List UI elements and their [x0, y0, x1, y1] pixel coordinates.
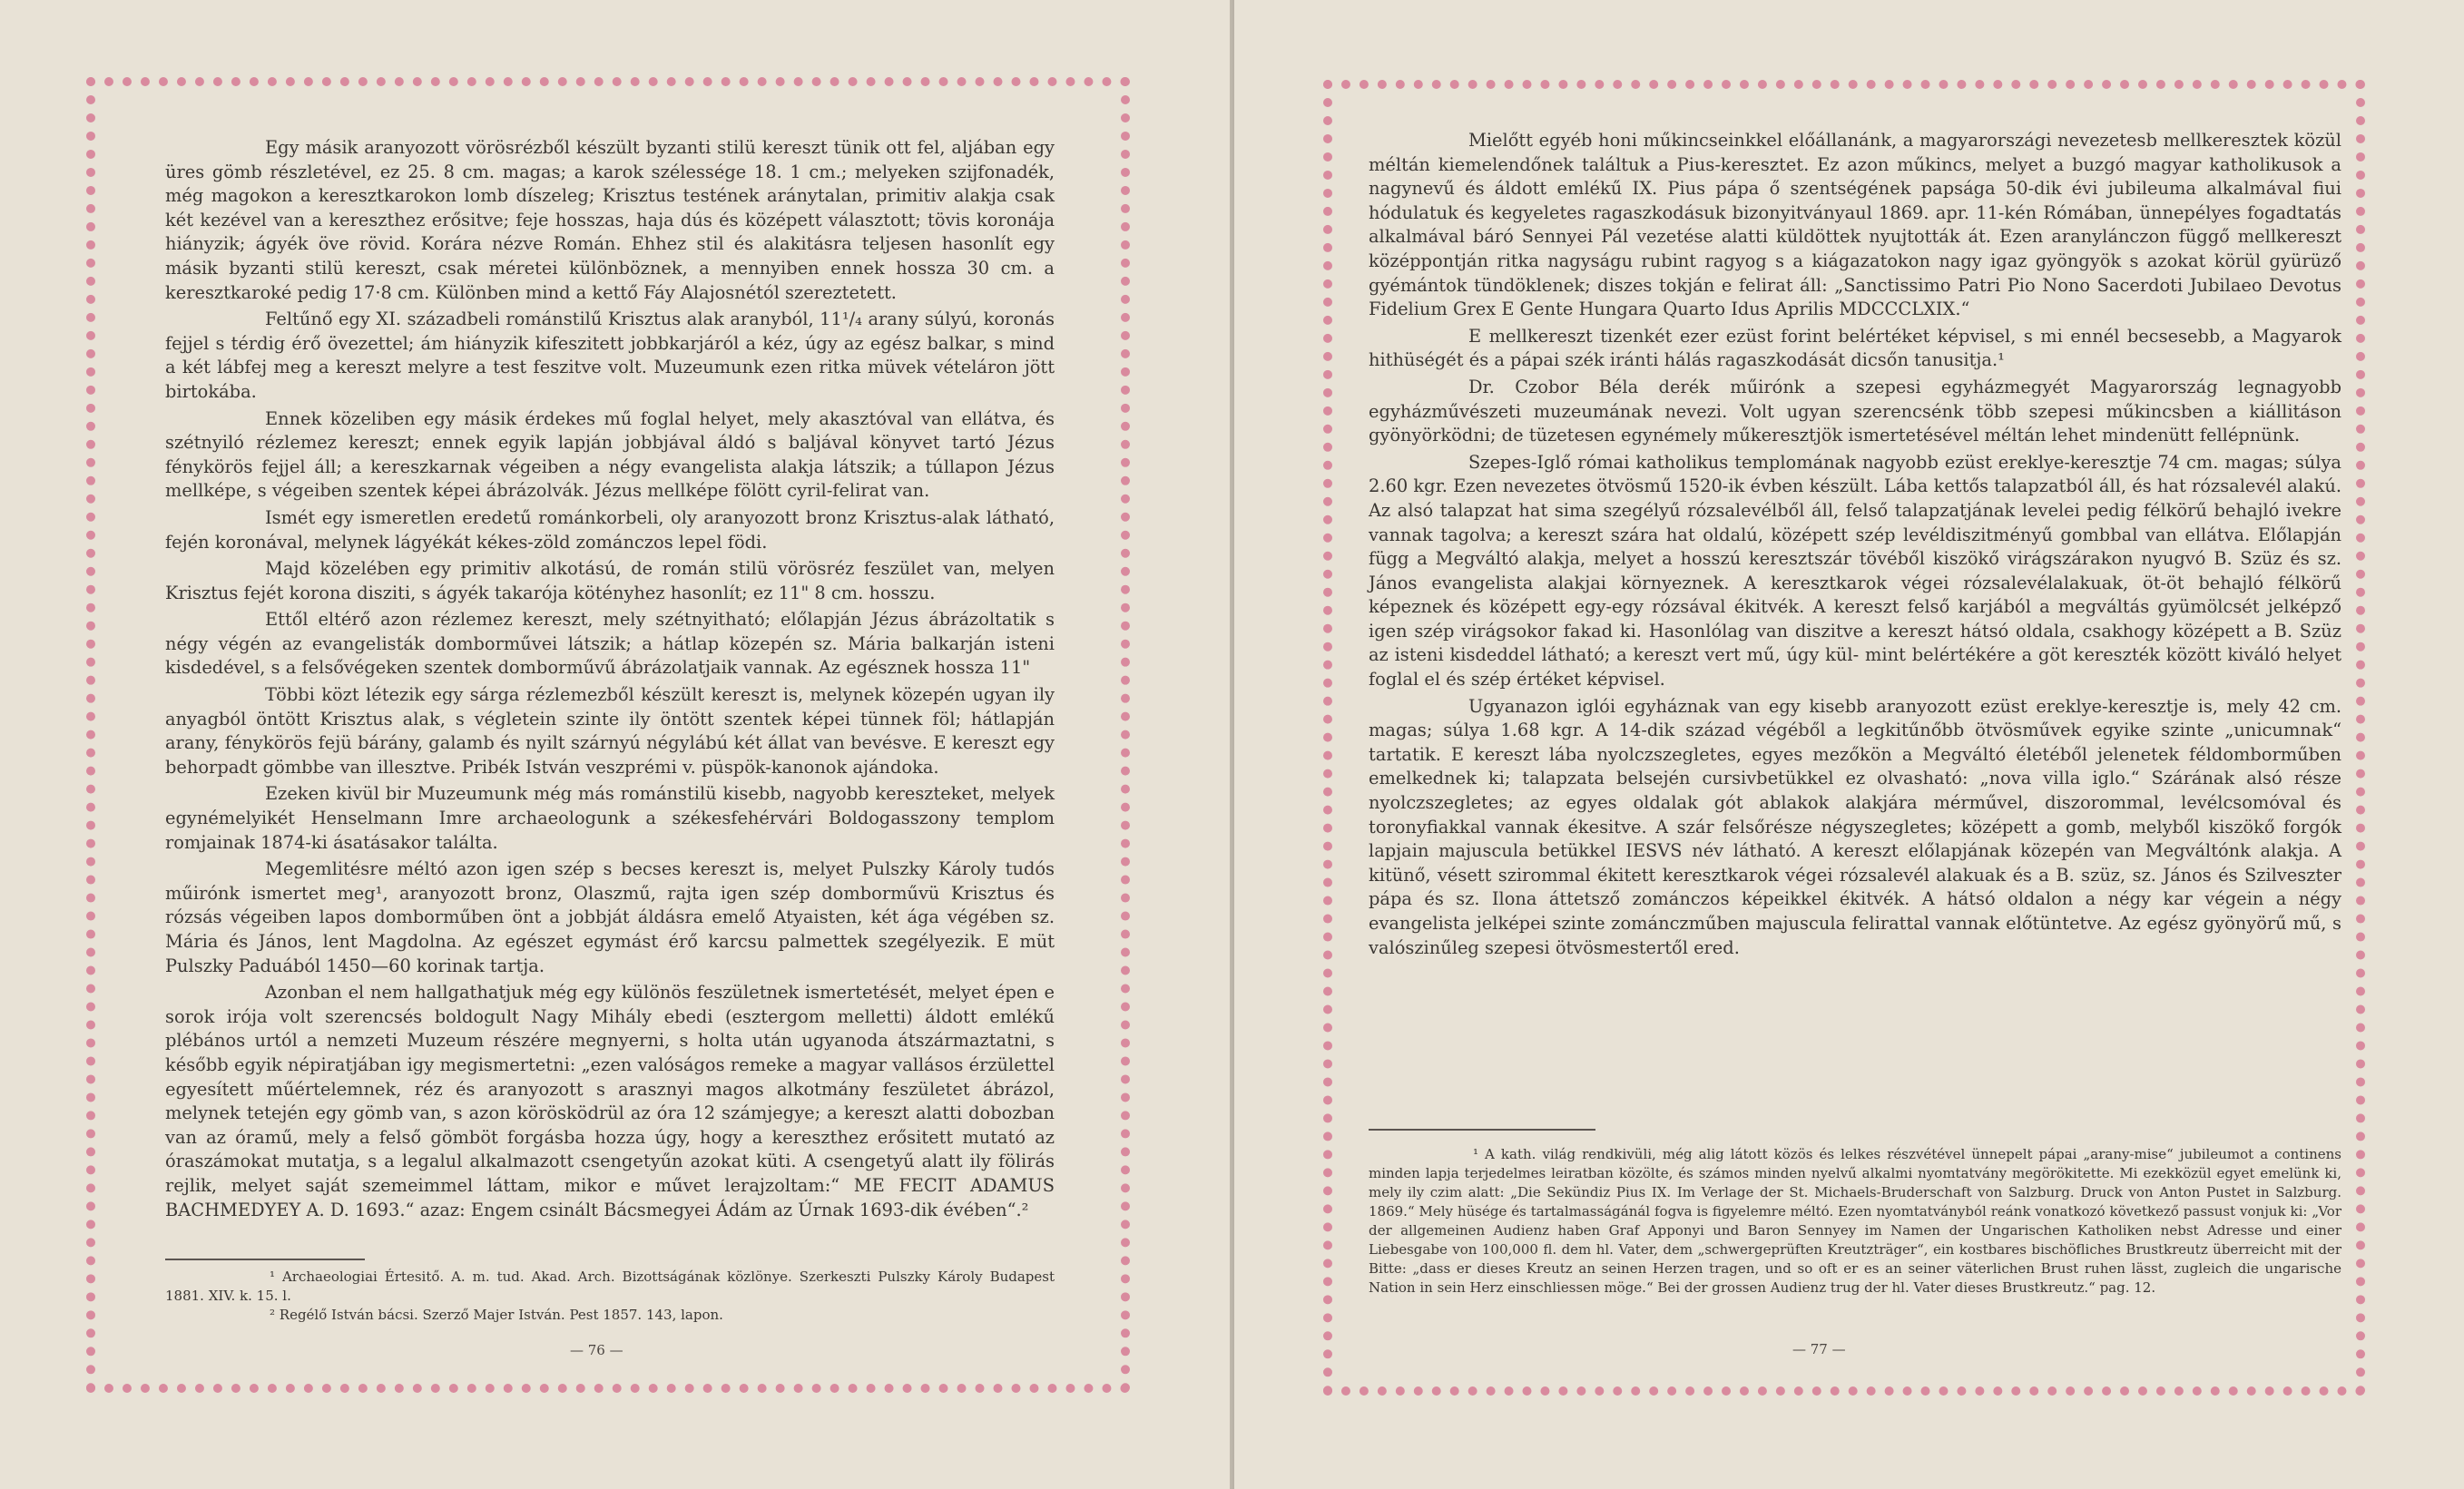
paragraph: Feltűnő egy XI. századbeli románstilű Krisztus alak aranyból, 11¹/₄ arany súlyú, koronás fejjel s térdig érő övezettel; ám hiányzik kifeszitett jobbkarjáról a kéz, úgy az egész balkar, s mind a két lábfej meg a kereszt melyre a test feszitve volt. Muzeumunk ezen ritka müvek vételáron jött birtokába.	[165, 309, 1055, 402]
paragraph: Dr. Czobor Béla derék műirónk a szepesi egyházmegyét Magyarország legnagyobb egyházművészeti muzeumának nevezi. Volt ugyan szerencsénk több szepesi műkincsben a kiállitáson gyönyörködni; de tüzetesen egynémely műkeresztjök ismertetésével méltán lehet mindenütt fellépnünk.	[1369, 376, 2341, 446]
footnote: ² Regélő István bácsi. Szerző Majer István. Pest 1857. 143, lapon.	[270, 1307, 723, 1323]
footnote: ¹ Archaeologiai Értesitő. A. m. tud. Akad. Arch. Bizottságának közlönye. Szerkeszti Pulszky Károly Budapest 1881. XIV. k. 15. l.	[165, 1269, 1055, 1304]
paragraph: E mellkereszt tizenkét ezer ezüst forint belértéket képvisel, s mi ennél becsesebb, a Magyarok hithüségét és a pápai szék iránti hálás ragaszkodását dicsőn tanusitja.¹	[1369, 325, 2341, 371]
paragraph: Megemlitésre méltó azon igen szép s becses kereszt is, melyet Pulszky Károly tudós műirónk ismertet meg¹, aranyozott bronz, Olaszmű, rajta igen szép domborművü Krisztus és rózsás végeiben lapos domborműben önt a jobbját áldásra emelő Atyaisten, két ága végében sz. Mária és János, lent Magdolna. Az egészet egymást érő karcsu palmettek szegélyezik. E müt Pulszky Paduából 1450—60 korinak tartja.	[165, 858, 1055, 976]
paragraph: Majd közelében egy primitiv alkotású, de román stilü vörösréz feszület van, melyen Krisztus fejét korona disziti, s ágyék takarója kötényhez hasonlít; ez 11" 8 cm. hosszu.	[165, 558, 1055, 603]
paragraph: Ezeken kivül bir Muzeumunk még más románstilü kisebb, nagyobb kereszteket, melyek egynémelyikét Henselmann Imre archaeologunk a székesfehérvári Boldogasszony templom romjainak 1874-ki ásatásakor találta.	[165, 783, 1055, 853]
paragraph: Mielőtt egyéb honi műkincseinkkel előállanánk, a magyarországi nevezetesb mellkeresztek közül méltán kiemelendőnek találtuk a Pius-keresztet. Ez azon műkincs, melyet a buzgó magyar katholikusok a nagynevű és áldott emlékű IX. Pius pápa ő szentségének papsága 50-dik évi jubileuma alkalmával fiui hódulatuk és kegyeletes ragaszkodásuk bizonyitványaul 1869. apr. 11-kén Rómában, ünnepélyes fogadtatás alkalmával báró Sennyei Pál vezetése alatti küldöttek nyujtották át. Ezen aranylánczon függő mellkereszt középpontján ritka nagyságu rubint ragyog s a kiágazatokon nagy igaz gyöngyök s azokat körül gyürüző gyémántok tündöklenek; diszes tokján e felirat áll: „Sanctissimo Patri Pio Nono Sacerdoti Jubilaeo Devotus Fidelium Grex E Gente Hungara Quarto Idus Aprilis MDCCCLXIX.“	[1369, 130, 2341, 320]
paragraph: Ugyanazon iglói egyháznak van egy kisebb aranyozott ezüst ereklye-keresztje is, mely 42 cm. magas; súlya 1.68 kgr. A 14-dik század végéből a legkitűnőbb ötvösművek egyike szinte „unicumnak“ tartatik. E kereszt lába nyolczszegletes, egyes mezőkön a Megváltó életéből jelenetek féldomborműben emelkednek ki; talapzata belsején cursivbetükkel ez olvasható: „nova villa iglo.“ Szárának alsó része nyolczszegletes; az egyes oldalak gót ablakok alakjára mérművel, diszorommal, levélcsomóval és toronyfiakkal vannak ékesitve. A szár felsőrésze négyszegletes; középett a gomb, melyből kiszökő forgók lapjain majuscula betükkel IESVS név látható. A kereszt előlapjának közepén van Megváltónk alakja. A kitünő, vésett szirommal ékitett keresztkarok végei rózsalevél alakuak és a B. szüz, sz. János és Szilveszter pápa és sz. Ilona áttetsző zománczos képeikkel ékitvék. A hátsó oldalon a négy kar végein a négy evangelista jelképei szinte zománczműben majuscula felirattal vannak előtüntetve. Az egész gyönyörű mű, s valószinűleg szepesi ötvösmestertől ered.	[1369, 695, 2341, 958]
paragraph: Egy másik aranyozott vörösrézből készült byzanti stilü kereszt tünik ott fel, aljában egy üres gömb részletével, ez 25. 8 cm. magas; a karok szélessége 18. 1 cm.; melyeken szijfonadék, még magokon a keresztkarokon lomb díszeleg; Krisztus testének aránytalan, primitiv alakja csak két kezével van a kereszthez erősitve; feje hosszas, haja dús és középett választott; tövis koronája hiányzik; ágyék öve rövid. Korára nézve Román. Ehhez stil és alakitásra teljesen hasonlít egy másik byzanti stilü kereszt, csak méretei különböznek, a mennyiben ennek hossza 30 cm. a keresztkaroké pedig 17·8 cm. Különben mind a kettő Fáy Alajosnétól szereztetett.	[165, 137, 1055, 303]
page-number: — 76 —	[570, 1342, 623, 1358]
footnote-divider	[165, 1259, 365, 1260]
paragraph: Ennek közeliben egy másik érdekes mű foglal helyet, mely akasztóval van ellátva, és szétnyiló rézlemez kereszt; ennek egyik lapján jobbjával áldó s baljával könyvet tartó Jézus fénykörös fejjel áll; a kereszkarnak végeiben a négy evangelista alakja látszik; a túllapon Jézus mellképe, s végeiben szentek képei ábrázolvák. Jézus mellképe fölött cyril-felirat van.	[165, 407, 1055, 502]
body-text	[1369, 129, 2341, 960]
footnotes	[165, 1268, 1055, 1325]
footnote: ¹ A kath. világ rendkivüli, még alig látott közös és lelkes részvétével ünnepelt pápai „arany-mise“ jubileumot a continens minden lapja terjedelmes leiratban közölte, és számos minden nyelvű alkalmi nyomtatvány megörökitette. Mi ezekközül egyet emelünk ki, mely ily czim alatt: „Die Sekündiz Pius IX. Im Verlage der St. Michaels-Bruderschaft von Salzburg. Druck von Anton Pustet in Salzburg. 1869.“ Mely hüsége és tartalmasságánál fogva is figyelemre méltó. Ezen nyomtatványból reánk vonatkozó következő passust vonjuk ki: „Vor der allgemeinen Audienz haben Graf Apponyi und Baron Sennyey im Namen der Ungarischen Katholiken nebst Adresse und einer Liebesgabe von 100,000 fl. dem hl. Vater, dem „schwergeprüften Kreutzträger“, ein kostbares bischöfliches Brustkreutz überreicht mit der Bitte: „dass er dieses Kreutz an seinen Herzen tragen, und so oft er es an seiner väterlichen Brust ruhen lässt, zugleich die ungarische Nation in sein Herz einschliessen möge.“ Bei der grossen Audienz trug der hl. Vater dieses Brustkreutz.“ pag. 12.	[1369, 1146, 2341, 1296]
body-text	[165, 136, 1055, 1222]
paragraph: Többi közt létezik egy sárga rézlemezből készült kereszt is, melynek közepén ugyan ily anyagból öntött Krisztus alak, s végletein szinte ily öntött szentek képei tünnek föl; hátlapján arany, fénykörös fejü bárány, galamb és nyilt szárnyú négylábú két állat van bevésve. E kereszt egy behorpadt gömbbe van illesztve. Pribék István veszprémi v. püspök-kanonok ajándoka.	[165, 684, 1055, 778]
footnotes	[1369, 1145, 2341, 1298]
paragraph: Szepes-Iglő római katholikus templomának nagyobb ezüst ereklye-keresztje 74 cm. magas; súlya 2.60 kgr. Ezen nevezetes ötvösmű 1520-ik évben készült. Lába kettős talapzatból áll, és hat rózsalevél alakú. Az alsó talapzat hat sima szegélyű rózsalevélből áll, felső talapzatjának levelei pedig félkörű behajló ivekre vannak tagolva; a kereszt szára hat oldalú, középett szép levéldiszitményű gombbal van ellátva. Előlapján függ a Megváltó alakja, melyet a hosszú keresztszár tövéből kiszökő virágszárakon nyugvó B. Szüz és sz. János evangelista alakjai környeznek. A keresztkarok végei rózsalevélalakuak, öt-öt behajló félkörű képeznek és középett egy-egy rózsával ékitvék. A kereszt felső karjából a megváltás gyümölcsét jelképző igen szép virágsokor fakad ki. Hasonlólag van diszitve a kereszt hátsó oldala, csakhogy középett a B. Szüz az isteni kisdeddel látható; a kereszt vert mű, úgy kül- mint belértékére a göt kereszték között kiváló helyet foglal el és szép értéket képvisel.	[1369, 451, 2341, 691]
paragraph: Ettől eltérő azon rézlemez kereszt, mely szétnyitható; előlapján Jézus ábrázoltatik s négy végén az evangelisták domborművei látszik; a hátlap közepén sz. Mária balkarján isteni kisdedével, s a felsővégeken szentek domborművű ábrázolatjaik vannak. Az egésznek hossza 11"	[165, 609, 1055, 679]
page-number: — 77 —	[1792, 1341, 1846, 1357]
paragraph: Azonban el nem hallgathatjuk még egy különös feszületnek ismertetését, melyet épen e sorok irója volt szerencsés boldogult Nagy Mihály ebedi (esztergom melletti) áldott emlékű plébános urtól a nemzeti Muzeum részére megnyerni, s holta után ugyanoda átszármaztatni, s később egyik népiratjában igy megismertetni: „ezen valóságos remeke a magyar vallásos érzülettel egyesített műértelemnek, réz és aranyozott s arasznyi magos alkotmány feszületet ábrázol, melynek tetején egy gömb van, s azon körösködrül az óra 12 számjegye; a kereszt alatti dobozban van az óramű, mely a felső gömböt forgásba hozza úgy, hogy a kereszthez erősitett mutató az óraszámokat mutatja, s a legalul alkalmazott csengetyűn azokat küti. A csengetyű alatt ily fölirás rejlik, melyet saját szemeimmel láttam, mikor e művet lerajzoltam:“ ME FECIT ADAMUS BACHMEDYEY A. D. 1693.“ azaz: Engem csinált Bácsmegyei Ádám az Úrnak 1693-dik évében“.²	[165, 982, 1055, 1220]
paragraph: Ismét egy ismeretlen eredetű románkorbeli, oly aranyozott bronz Krisztus-alak látható, fején koronával, melynek lágyékát kékes-zöld zománczos lepel födi.	[165, 506, 1055, 553]
right-page	[1234, 0, 2464, 1489]
left-page	[0, 0, 1230, 1489]
footnote-divider	[1369, 1129, 1595, 1131]
